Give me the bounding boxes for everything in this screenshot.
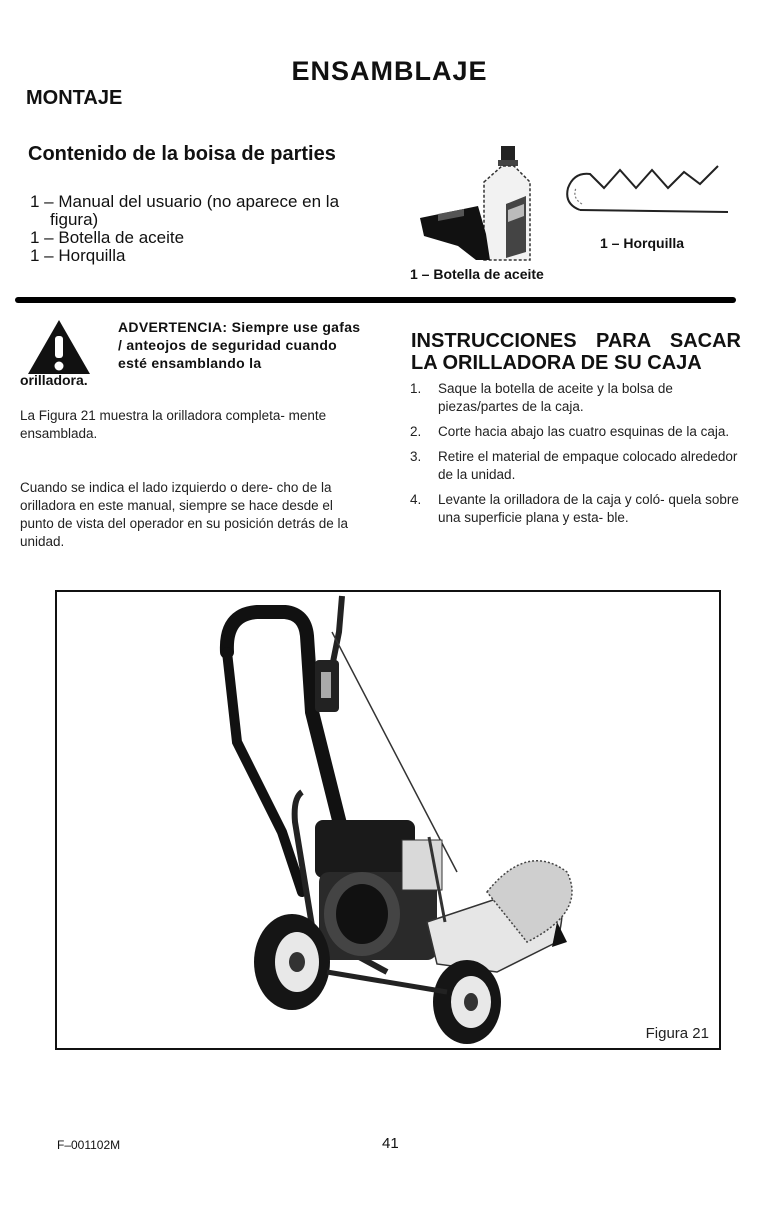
hairpin-illustration xyxy=(560,160,730,220)
step-text: Corte hacia abajo las cuatro esquinas de la caja. xyxy=(438,424,730,439)
contents-list xyxy=(30,193,390,265)
contents-item: 1 – Botella de aceite xyxy=(30,228,185,247)
step-text: Levante la orilladora de la caja y coló- quela sobre una superficie plana y esta- ble. xyxy=(438,492,739,525)
step-text: Retire el material de empaque colocado alrededor de la unidad. xyxy=(438,449,738,482)
contents-heading: Contenido de la boisa de parties xyxy=(28,143,336,165)
page-title: ENSAMBLAJE xyxy=(291,56,488,86)
step-number: 2. xyxy=(410,424,422,439)
page-number: 41 xyxy=(382,1135,399,1152)
section-label: MONTAJE xyxy=(26,87,123,109)
instruction-step xyxy=(410,448,740,484)
hairpin-caption: 1 – Horquilla xyxy=(600,235,685,251)
figure-caption: Figura 21 xyxy=(645,1025,709,1042)
instructions-heading xyxy=(411,330,741,352)
instructions-list xyxy=(410,380,740,534)
section-divider xyxy=(15,297,736,303)
document-code: F–001102M xyxy=(57,1138,121,1152)
edger-illustration xyxy=(57,592,719,1048)
paragraph-figure-note: La Figura 21 muestra la orilladora completa- mente ensamblada. xyxy=(20,408,327,441)
step-number: 4. xyxy=(410,492,422,507)
figure-21-frame xyxy=(55,590,721,1050)
warning-text-continuation: orilladora. xyxy=(20,372,88,388)
contents-item: 1 – Manual del usuario (no aparece en la figura) xyxy=(30,192,340,229)
instruction-step xyxy=(410,423,740,441)
step-number: 3. xyxy=(410,449,422,464)
oil-bottle-caption: 1 – Botella de aceite xyxy=(410,266,544,282)
instructions-heading-line-1: INSTRUCCIONES PARA SACAR xyxy=(411,330,741,352)
step-text: Saque la botella de aceite y la bolsa de piezas/partes de la caja. xyxy=(438,381,673,414)
step-number: 1. xyxy=(410,381,422,396)
warning-triangle-icon xyxy=(26,318,92,376)
warning-text: ADVERTENCIA: Siempre use gafas / anteojos de seguridad cuando esté ensamblando la xyxy=(118,319,361,371)
instructions-heading-line-2: LA ORILLADORA DE SU CAJA xyxy=(411,352,702,374)
oil-bottle-illustration xyxy=(418,142,538,264)
paragraph-orientation-note: Cuando se indica el lado izquierdo o dere- cho de la orilladora en este manual, siempre se hace desde el punto de vista del operador en su posición detrás de la unidad. xyxy=(20,480,348,549)
instruction-step xyxy=(410,380,740,416)
contents-item: 1 – Horquilla xyxy=(30,246,126,265)
instruction-step xyxy=(410,491,740,527)
